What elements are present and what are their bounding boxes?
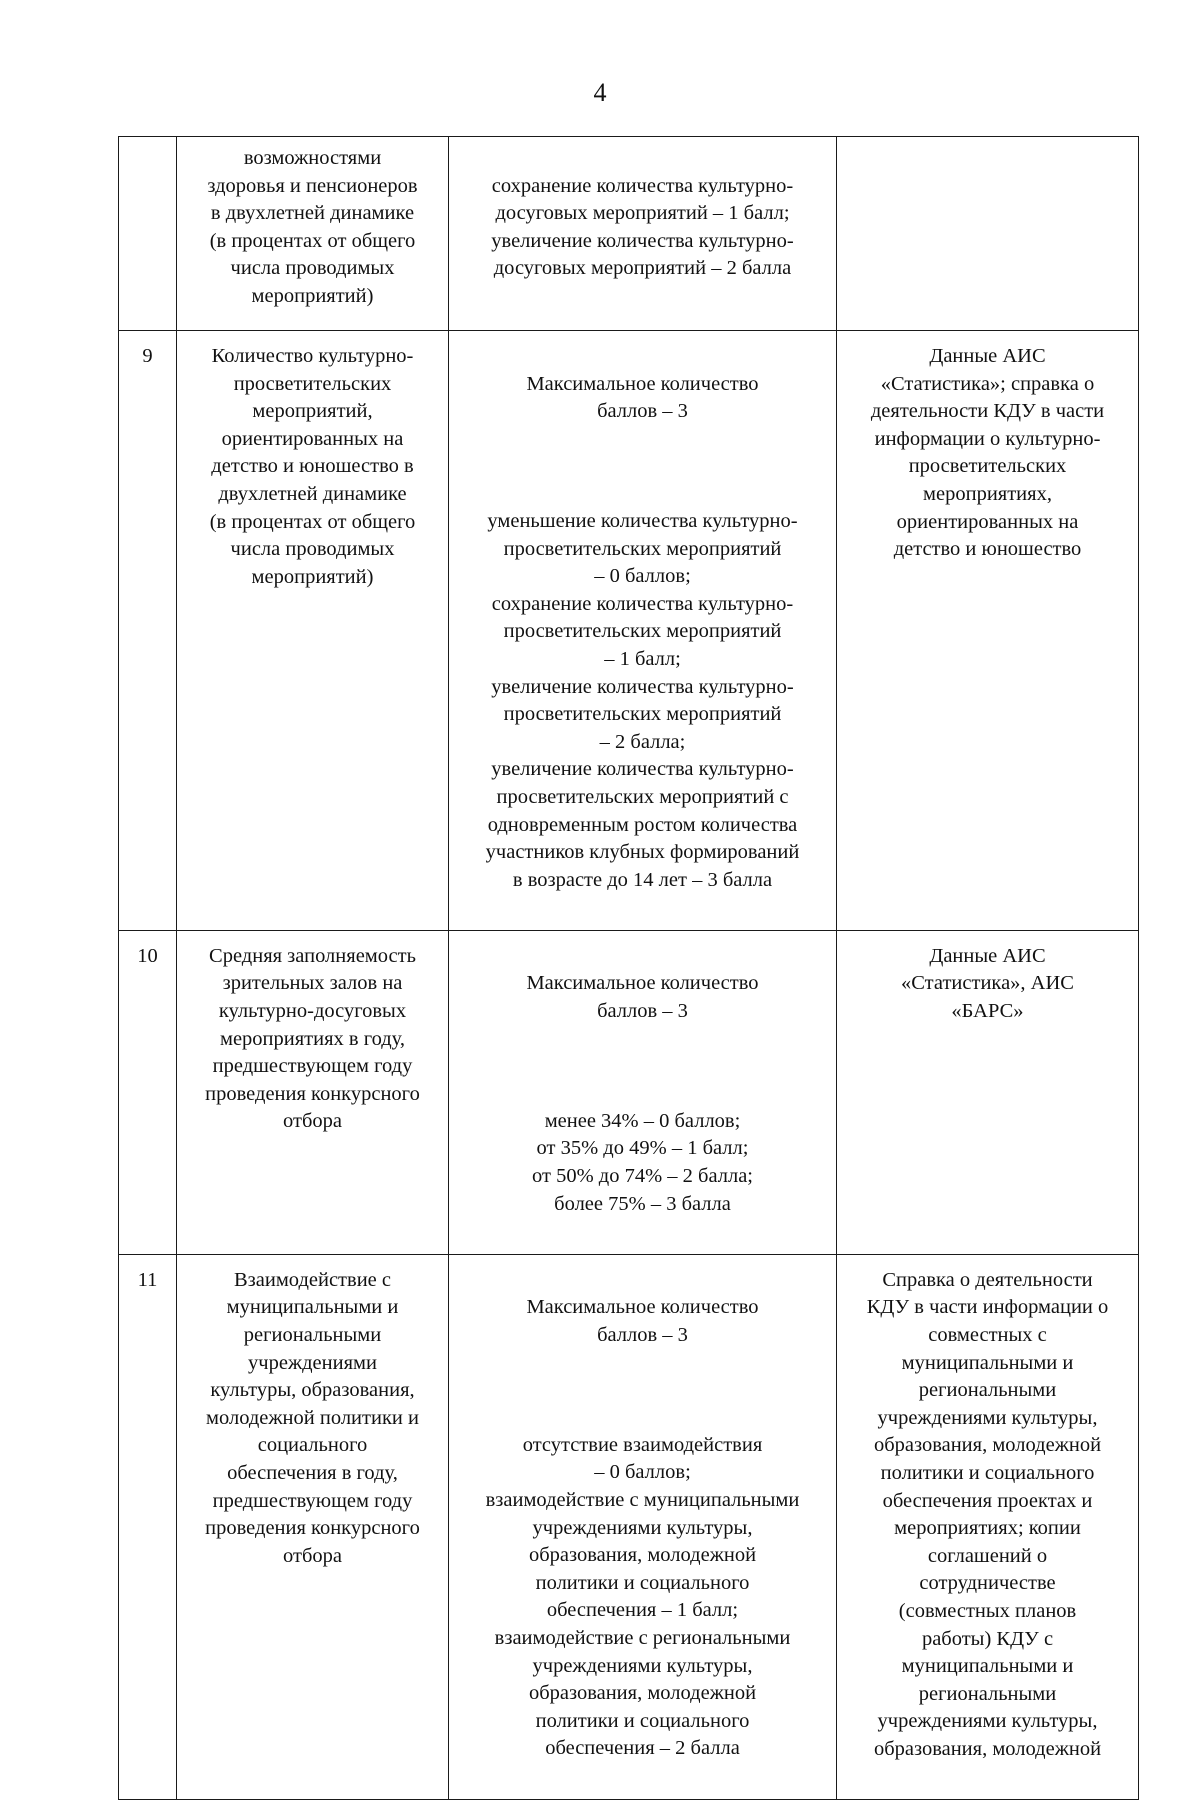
table-row bbox=[119, 331, 1139, 931]
criteria-scale-text: отсутствие взаимодействия – 0 баллов; взаимодействие с муниципальными учреждениями культуры, образования, молодежной политики и социального обеспечения – 1 балл; взаимодействие с региональными учреждениями культуры, образования, молодежной политики и социального обеспечения – 2 балла bbox=[485, 1433, 800, 1760]
table-row bbox=[119, 1254, 1139, 1799]
indicator-name-cell: возможностями здоровья и пенсионеров в двухлетней динамике (в процентах от общего числа проводимых мероприятий) bbox=[177, 137, 449, 331]
criteria-cell bbox=[449, 331, 837, 931]
data-source-cell: Данные АИС «Статистика»; справка о деятельности КДУ в части информации о культурно- просветительских мероприятиях, ориентированных на детство и юношество bbox=[837, 331, 1139, 931]
criteria-cell bbox=[449, 1254, 837, 1799]
criteria-scale-text: уменьшение количества культурно- просветительских мероприятий – 0 баллов; сохранение количества культурно- просветительских мероприятий – 1 балл; увеличение количества культурно- просветительских мероприятий – 2 балла; увеличение количества культурно- просветительских мероприятий с одновременным ростом количества участников клубных формирований в возрасте до 14 лет – 3 балла bbox=[485, 509, 800, 891]
criteria-scale-text: сохранение количества культурно- досуговых мероприятий – 1 балл; увеличение количества культурно- досуговых мероприятий – 2 балла bbox=[491, 174, 794, 280]
indicator-name-cell: Взаимодействие с муниципальными и региональными учреждениями культуры, образования, молодежной политики и социального обеспечения в году, предшествующем году проведения конкурсного отбора bbox=[177, 1254, 449, 1799]
criteria-gap bbox=[453, 1053, 832, 1080]
table-row bbox=[119, 137, 1139, 331]
criteria-cell bbox=[449, 930, 837, 1254]
criteria-cell bbox=[449, 137, 837, 331]
criteria-scale-text: менее 34% – 0 баллов; от 35% до 49% – 1 балл; от 50% до 74% – 2 балла; более 75% – 3 балла bbox=[532, 1109, 753, 1215]
criteria-gap bbox=[453, 453, 832, 480]
criteria-table bbox=[118, 136, 1139, 1800]
page-number: 4 bbox=[593, 78, 607, 107]
max-score-text: Максимальное количество баллов – 3 bbox=[526, 972, 759, 1023]
table-row bbox=[119, 930, 1139, 1254]
data-source-cell bbox=[837, 137, 1139, 331]
row-number-cell: 9 bbox=[119, 331, 177, 931]
max-score-text: Максимальное количество баллов – 3 bbox=[526, 372, 759, 423]
criteria-gap bbox=[453, 1377, 832, 1404]
row-number-cell: 11 bbox=[119, 1254, 177, 1799]
row-number-cell: 10 bbox=[119, 930, 177, 1254]
data-source-cell: Данные АИС «Статистика», АИС «БАРС» bbox=[837, 930, 1139, 1254]
indicator-name-cell: Количество культурно- просветительских мероприятий, ориентированных на детство и юношество в двухлетней динамике (в процентах от общего числа проводимых мероприятий) bbox=[177, 331, 449, 931]
indicator-name-cell: Средняя заполняемость зрительных залов на культурно-досуговых мероприятиях в году, предшествующем году проведения конкурсного отбора bbox=[177, 930, 449, 1254]
row-number-cell bbox=[119, 137, 177, 331]
data-source-cell: Справка о деятельности КДУ в части информации о совместных с муниципальными и региональными учреждениями культуры, образования, молодежной политики и социального обеспечения проектах и мероприятиях; копии соглашений о сотрудничестве (совместных планов работы) КДУ с муниципальными и региональными учреждениями культуры, образования, молодежной bbox=[837, 1254, 1139, 1799]
max-score-text: Максимальное количество баллов – 3 bbox=[526, 1296, 759, 1346]
